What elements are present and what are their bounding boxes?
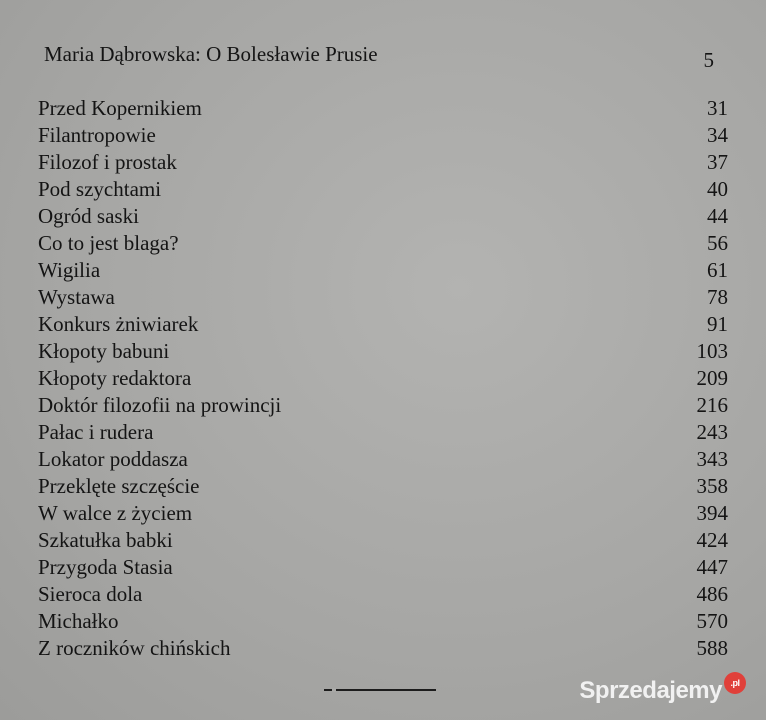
toc-page-number: 394 (696, 501, 728, 525)
toc-row (38, 311, 728, 338)
toc-row (38, 608, 728, 635)
toc-page-number: 56 (707, 231, 728, 255)
table-of-contents (38, 95, 728, 662)
toc-row (38, 500, 728, 527)
toc-row (38, 419, 728, 446)
toc-page-number: 34 (707, 123, 728, 147)
toc-title: Filozof i prostak (38, 150, 177, 174)
toc-row (38, 446, 728, 473)
toc-page-number: 31 (707, 96, 728, 120)
toc-row (38, 284, 728, 311)
toc-row (38, 203, 728, 230)
toc-row (38, 176, 728, 203)
toc-title: Przygoda Stasia (38, 555, 173, 579)
intro-page-number: 5 (703, 48, 714, 72)
toc-title: Przed Kopernikiem (38, 96, 202, 120)
toc-row (38, 257, 728, 284)
watermark-badge: .pl (724, 672, 746, 694)
toc-title: Ogród saski (38, 204, 139, 228)
toc-title: Pod szychtami (38, 177, 162, 201)
toc-title: Lokator poddasza (38, 447, 188, 471)
toc-row (38, 338, 728, 365)
toc-title: W walce z życiem (38, 501, 193, 525)
toc-title: Co to jest blaga? (38, 231, 179, 255)
toc-row (38, 365, 728, 392)
watermark-logo (579, 676, 746, 706)
toc-title: Kłopoty redaktora (38, 366, 192, 390)
toc-title: Filantropowie (38, 123, 156, 147)
end-rule (324, 689, 436, 691)
toc-title: Pałac i rudera (38, 420, 154, 444)
toc-page-number: 447 (696, 555, 728, 579)
toc-page-number: 37 (707, 150, 728, 174)
toc-page-number: 243 (696, 420, 728, 444)
toc-page-number: 44 (707, 204, 728, 228)
watermark-text: Sprzedajemy (579, 677, 722, 704)
toc-page-number: 61 (707, 258, 728, 282)
toc-page-number: 588 (696, 636, 728, 660)
toc-title: Szkatułka babki (38, 528, 173, 552)
toc-row (38, 122, 728, 149)
toc-page-number: 209 (696, 366, 728, 390)
toc-page-number: 91 (707, 312, 728, 336)
toc-title: Wigilia (38, 258, 101, 282)
toc-page-number: 216 (696, 393, 728, 417)
toc-page-number: 40 (707, 177, 728, 201)
toc-row (38, 473, 728, 500)
toc-row (38, 392, 728, 419)
toc-title: Z roczników chińskich (38, 636, 231, 660)
intro-entry (44, 42, 724, 72)
toc-title: Sieroca dola (38, 582, 143, 606)
toc-page-number: 424 (696, 528, 728, 552)
intro-title: Maria Dąbrowska: O Bolesławie Prusie (44, 42, 378, 66)
toc-row (38, 95, 728, 122)
toc-row (38, 554, 728, 581)
toc-page-number: 486 (696, 582, 728, 606)
toc-row (38, 149, 728, 176)
toc-page-number: 78 (707, 285, 728, 309)
toc-row (38, 527, 728, 554)
toc-title: Wystawa (38, 285, 115, 309)
toc-row (38, 581, 728, 608)
toc-page-number: 343 (696, 447, 728, 471)
toc-page-number: 570 (696, 609, 728, 633)
toc-title: Doktór filozofii na prowincji (38, 393, 282, 417)
toc-title: Przeklęte szczęście (38, 474, 200, 498)
toc-title: Michałko (38, 609, 119, 633)
toc-page-number: 358 (696, 474, 728, 498)
toc-page-number: 103 (696, 339, 728, 363)
toc-row (38, 635, 728, 662)
toc-title: Kłopoty babuni (38, 339, 170, 363)
toc-title: Konkurs żniwiarek (38, 312, 199, 336)
toc-row (38, 230, 728, 257)
